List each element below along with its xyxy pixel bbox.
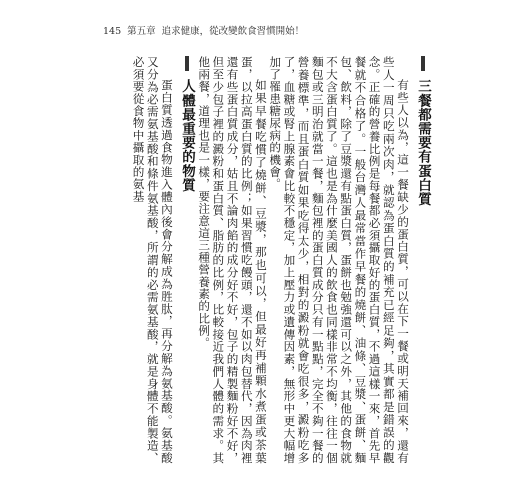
section-heading-text: 人體最重要的物質 (178, 79, 195, 193)
paragraph: 如果早餐吃慣了燒餅、豆漿，那也可以，但最好再補顆水煮蛋或茶葉蛋，以拉高蛋白質的比例；如果習慣吃饅頭，還不如以肉包替代，因為肉裡還有些蛋白質成分，姑且不論肉餡的成分好不好，包子的精製麵粉好不好，但至少包子裡的澱粉和蛋白質、脂肪的比例，比較接近我們人體的需求。其他兩餐，道理也是一樣，要注意這三種營養素的比例。 (197, 56, 268, 464)
section-heading-meals (414, 56, 431, 464)
page-header (103, 26, 304, 38)
section-heading-protein (178, 56, 195, 464)
page-number: 145 (103, 26, 122, 37)
chapter-label: 第五章 (127, 26, 156, 37)
paragraph: 蛋白質透過食物進入體內後會分解成為胜肽，再分解為氨基酸。氨基酸又分為必需氨基酸和條件氨基酸，所謂的必需氨基酸，就是身體不能製造、必須要從食物中攝取的氨基 (131, 56, 174, 464)
section-heading-text: 三餐都需要有蛋白質 (415, 79, 431, 207)
vertical-text-block (108, 56, 433, 464)
paragraph: 有些人以為，這一餐缺少的蛋白質，可以在下一餐或明天補回來，還有些人一周只吃兩次肉，就認為蛋白質的補充已經足夠，其實都是錯誤的觀念。正確的營養比例是每餐都必須攝取好的蛋白質，不過這樣一來，首先早餐就不合格了。一般台灣人最常當作早餐的燒餅、油條、豆漿、蛋餅、麵包、飲料，除了豆漿還有點蛋白質，蛋餅也勉強還可以之外，其他的食物就不大含蛋白質了。這也是為什麼美國人的飲食也同樣非常不均衡，往往一個麵包或三明治就當一餐，麵包裡的蛋白質成分只有一點點，完全不夠一餐的營養標準，而且蛋白質如果吃得太少，相對的澱粉就會吃很多，澱粉吃多了，血糖或腎上腺素會比較不穩定，加上壓力或遺傳因素，無形中更大幅增加了罹患糖尿病的機會。 (268, 56, 410, 464)
running-title: 追求健康，從改變飲食習慣開始！ (161, 26, 305, 37)
heading-marker-icon (421, 56, 425, 71)
heading-marker-icon (185, 56, 189, 71)
